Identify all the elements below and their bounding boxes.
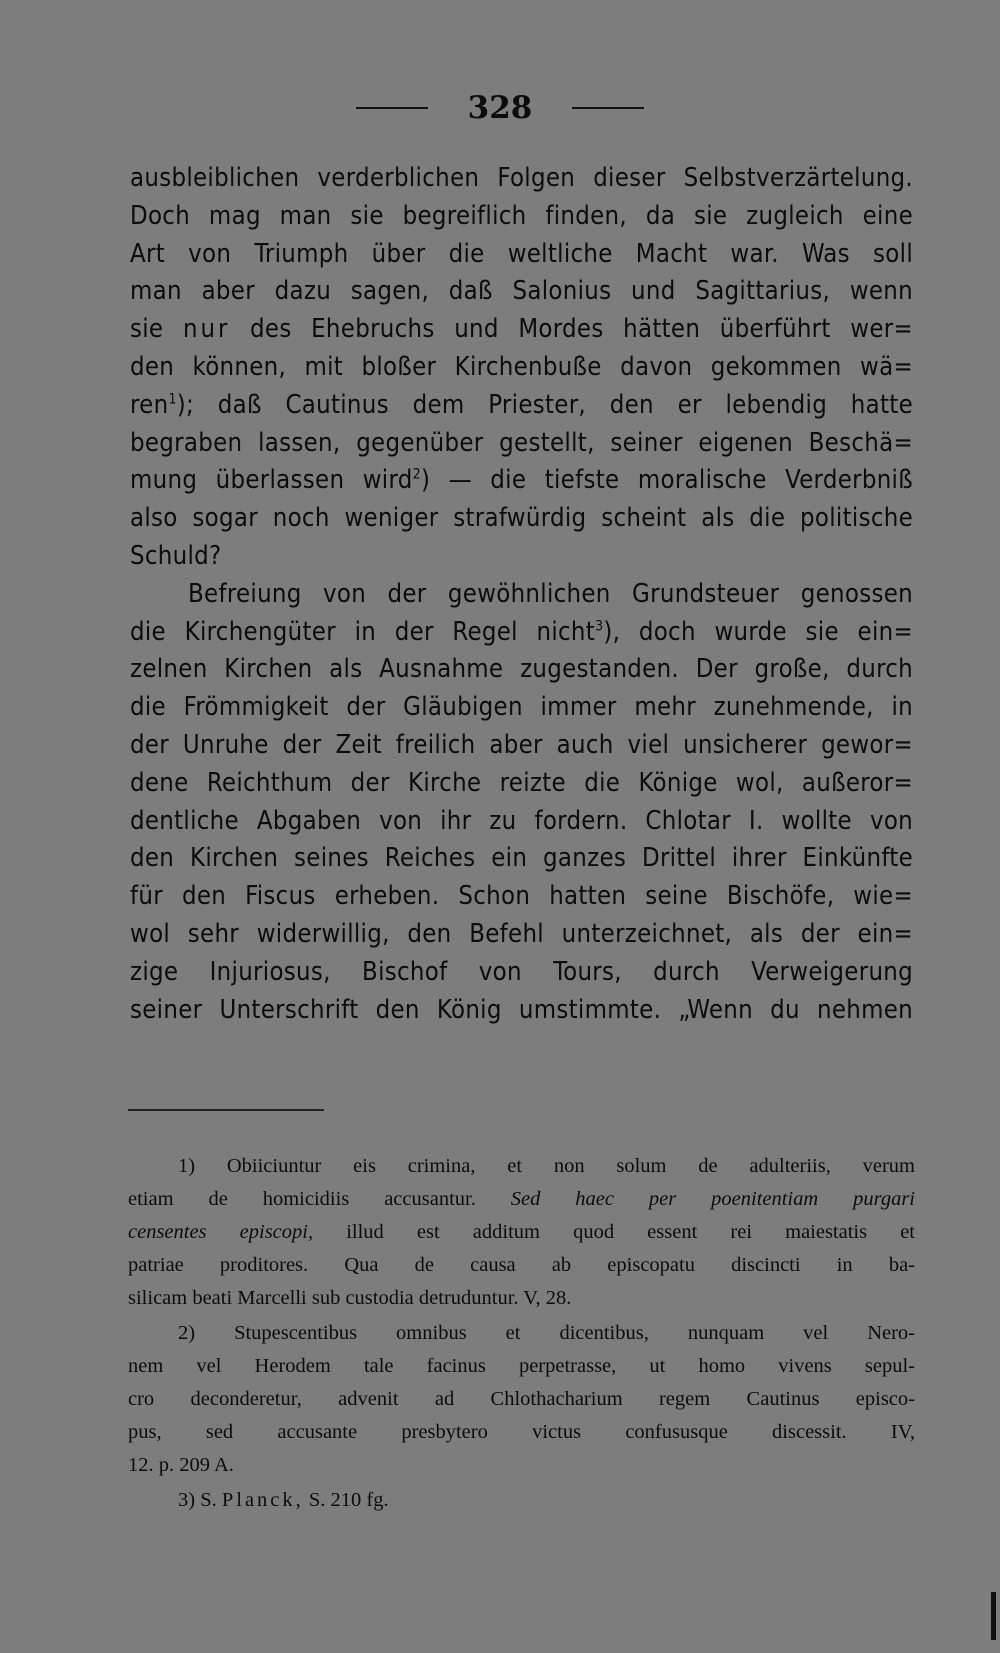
body-line: begraben lassen, gegenüber gestellt, seiner eigenen Beschä= bbox=[130, 427, 913, 458]
body-line: also sogar noch weniger strafwürdig scheint als die politische bbox=[130, 503, 913, 534]
emphasis-text: nur bbox=[182, 314, 231, 345]
page-number: 328 bbox=[467, 90, 533, 126]
body-line: Schuld? bbox=[130, 540, 222, 571]
body-line: Befreiung von der gewöhnlichen Grundsteuer genossen bbox=[188, 578, 913, 609]
body-line: wol sehr widerwillig, den Befehl unterzeichnet, als der ein= bbox=[130, 918, 913, 949]
page-header bbox=[0, 86, 1000, 130]
footnote-italic: censentes episcopi, bbox=[128, 1221, 314, 1243]
footnotes bbox=[128, 1150, 915, 1517]
footnote-1 bbox=[128, 1150, 915, 1315]
body-text: des Ehebruchs und Mordes hätten überführt wer= bbox=[250, 314, 913, 345]
footnote-line: cro deconderetur, advenit ad Chlothacharium regem Cautinus episco- bbox=[128, 1388, 915, 1410]
body-line: Doch mag man sie begreiflich finden, da sie zugleich eine bbox=[130, 200, 913, 231]
footnote-line: 1) Obiiciuntur eis crimina, et non solum de adulteriis, verum bbox=[178, 1155, 915, 1177]
footnote-line: 12. p. 209 A. bbox=[128, 1454, 234, 1476]
main-text bbox=[130, 160, 913, 1029]
body-line: die Frömmigkeit der Gläubigen immer mehr zunehmende, in bbox=[130, 692, 913, 723]
footnote-line: nem vel Herodem tale facinus perpetrasse, ut homo vivens sepul- bbox=[128, 1355, 915, 1377]
footnote-ref-3: 3 bbox=[595, 618, 604, 635]
footnote-line: pus, sed accusante presbytero victus confususque discessit. IV, bbox=[128, 1421, 915, 1443]
footnote-ref-2: 2 bbox=[412, 466, 421, 483]
body-text: sie bbox=[130, 314, 164, 345]
body-line: dene Reichthum der Kirche reizte die Könige wol, außeror= bbox=[130, 767, 913, 798]
footnote-ref-1: 1 bbox=[168, 391, 177, 408]
body-text: ), doch wurde sie ein= bbox=[603, 616, 913, 647]
body-line: den können, mit bloßer Kirchenbuße davon gekommen wä= bbox=[130, 351, 913, 382]
body-line: zige Injuriosus, Bischof von Tours, durch Verweigerung bbox=[130, 956, 913, 987]
footnote-text: S. 210 fg. bbox=[308, 1489, 389, 1511]
body-line: seiner Unterschrift den König umstimmte. „Wenn du nehmen bbox=[130, 994, 913, 1025]
body-text: ); daß Cautinus dem Priester, den er lebendig hatte bbox=[176, 389, 913, 420]
footnote-line bbox=[128, 1216, 915, 1249]
body-line bbox=[130, 462, 913, 500]
body-line: für den Fiscus erheben. Schon hatten seine Bischöfe, wie= bbox=[130, 881, 913, 912]
footnote-separator bbox=[128, 1109, 324, 1111]
footnote-line bbox=[128, 1183, 915, 1216]
footnote-text: 3) S. bbox=[178, 1489, 217, 1511]
body-line bbox=[130, 387, 913, 425]
body-line: dentliche Abgaben von ihr zu fordern. Chlotar I. wollte von bbox=[130, 805, 913, 836]
body-text: ren bbox=[130, 389, 169, 420]
footnote-text: illud est additum quod essent rei maiestatis et bbox=[346, 1221, 915, 1243]
footnote-author: Planck, bbox=[221, 1489, 304, 1511]
body-line: der Unruhe der Zeit freilich aber auch viel unsicherer gewor= bbox=[130, 729, 913, 760]
footnote-line: patriae proditores. Qua de causa ab episcopatu discincti in ba- bbox=[128, 1254, 915, 1276]
body-text: mung überlassen wird bbox=[130, 465, 413, 496]
footnote-text: etiam de homicidiis accusantur. bbox=[128, 1188, 476, 1210]
footnote-line bbox=[128, 1484, 915, 1517]
footnote-line: silicam beati Marcelli sub custodia detruduntur. V, 28. bbox=[128, 1287, 572, 1309]
body-text: die Kirchengüter in der Regel nicht bbox=[130, 616, 596, 647]
body-line bbox=[130, 614, 913, 652]
footnote-2 bbox=[128, 1317, 915, 1482]
footnote-italic: Sed haec per poenitentiam purgari bbox=[510, 1188, 915, 1210]
footnote-line: 2) Stupescentibus omnibus et dicentibus, nunquam vel Nero- bbox=[178, 1322, 915, 1344]
body-line: zelnen Kirchen als Ausnahme zugestanden. Der große, durch bbox=[130, 654, 913, 685]
body-line: Art von Triumph über die weltliche Macht war. Was soll bbox=[130, 238, 913, 269]
header-rule-left bbox=[356, 107, 428, 109]
footnote-3 bbox=[128, 1484, 915, 1517]
header-rule-right bbox=[572, 107, 644, 109]
body-line: ausbleiblichen verderblichen Folgen dieser Selbstverzärtelung. bbox=[130, 163, 913, 193]
body-line: den Kirchen seines Reiches ein ganzes Drittel ihrer Einkünfte bbox=[130, 843, 913, 874]
scan-edge-mark bbox=[991, 1592, 996, 1640]
body-line: man aber dazu sagen, daß Salonius und Sagittarius, wenn bbox=[130, 276, 913, 307]
body-text: ) — die tiefste moralische Verderbniß bbox=[420, 465, 913, 496]
body-line bbox=[130, 311, 913, 349]
